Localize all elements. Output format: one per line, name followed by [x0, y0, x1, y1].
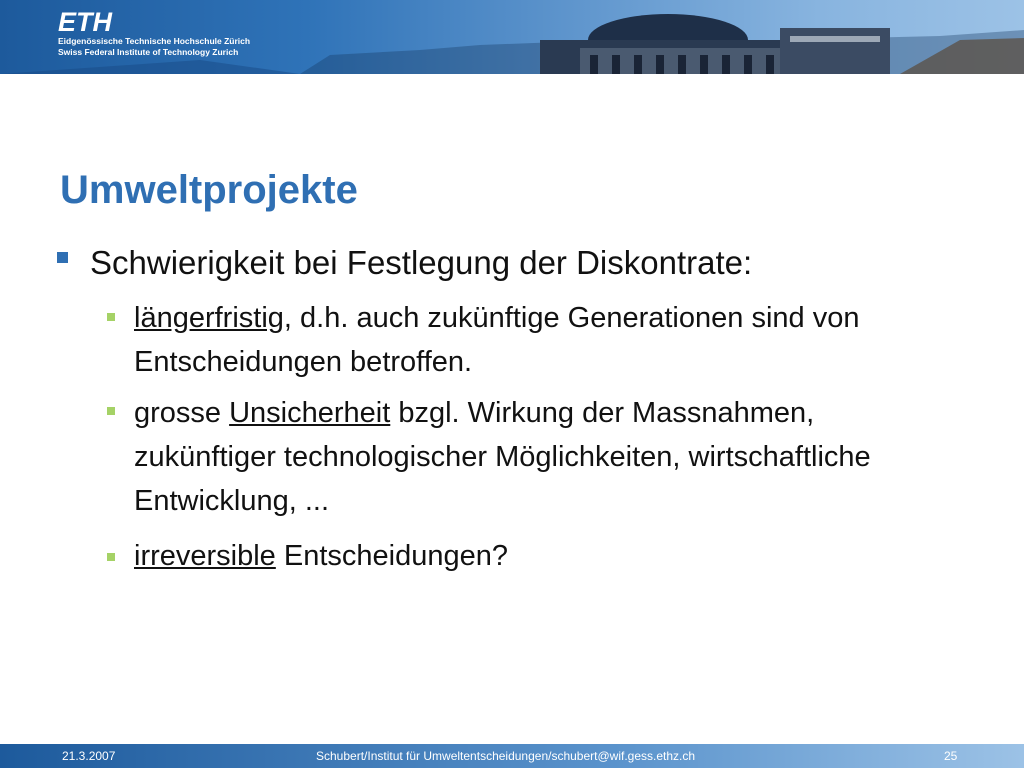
- sub-bullet-3: [134, 534, 964, 578]
- slide-title: Umweltprojekte: [60, 168, 358, 212]
- footer-date: 21.3.2007: [62, 749, 116, 763]
- sub-bullet-text: Entscheidungen?: [275, 540, 509, 572]
- logo-mark: ETH: [58, 7, 112, 37]
- sub-bullet-1: [134, 296, 964, 384]
- page-number: 25: [944, 749, 958, 763]
- sub-bullet-text: , d.h. auch zukünftige Generationen sind von Entscheidungen betroffen.: [134, 302, 860, 378]
- eth-logo: [58, 8, 250, 58]
- sub-bullet-icon: [107, 313, 115, 321]
- sub-bullet-text: bzgl. Wirkung der Massnahmen, zukünftiger technologischer Möglichkeiten, wirtschaftliche Entwicklung, ...: [134, 397, 871, 517]
- header-banner: [0, 0, 1024, 74]
- bullet-text: Schwierigkeit bei Festlegung der Diskontrate:: [90, 244, 753, 281]
- sub-bullet-icon: [107, 553, 115, 561]
- underlined-term: irreversible: [134, 540, 276, 572]
- footer-author: Schubert/Institut für Umweltentscheidungen/schubert@wif.gess.ethz.ch: [316, 749, 696, 763]
- bullet-square-icon: [57, 252, 68, 263]
- sub-bullet-text: grosse: [134, 397, 230, 429]
- logo-line-en: Swiss Federal Institute of Technology Zurich: [58, 47, 239, 57]
- sub-bullet-icon: [107, 407, 115, 415]
- footer-bar: [0, 744, 1024, 768]
- logo-line-de: Eidgenössische Technische Hochschule Zürich: [58, 36, 251, 46]
- underlined-term: längerfristig: [134, 302, 284, 334]
- underlined-term: Unsicherheit: [229, 397, 391, 429]
- sub-bullet-2: [134, 391, 964, 523]
